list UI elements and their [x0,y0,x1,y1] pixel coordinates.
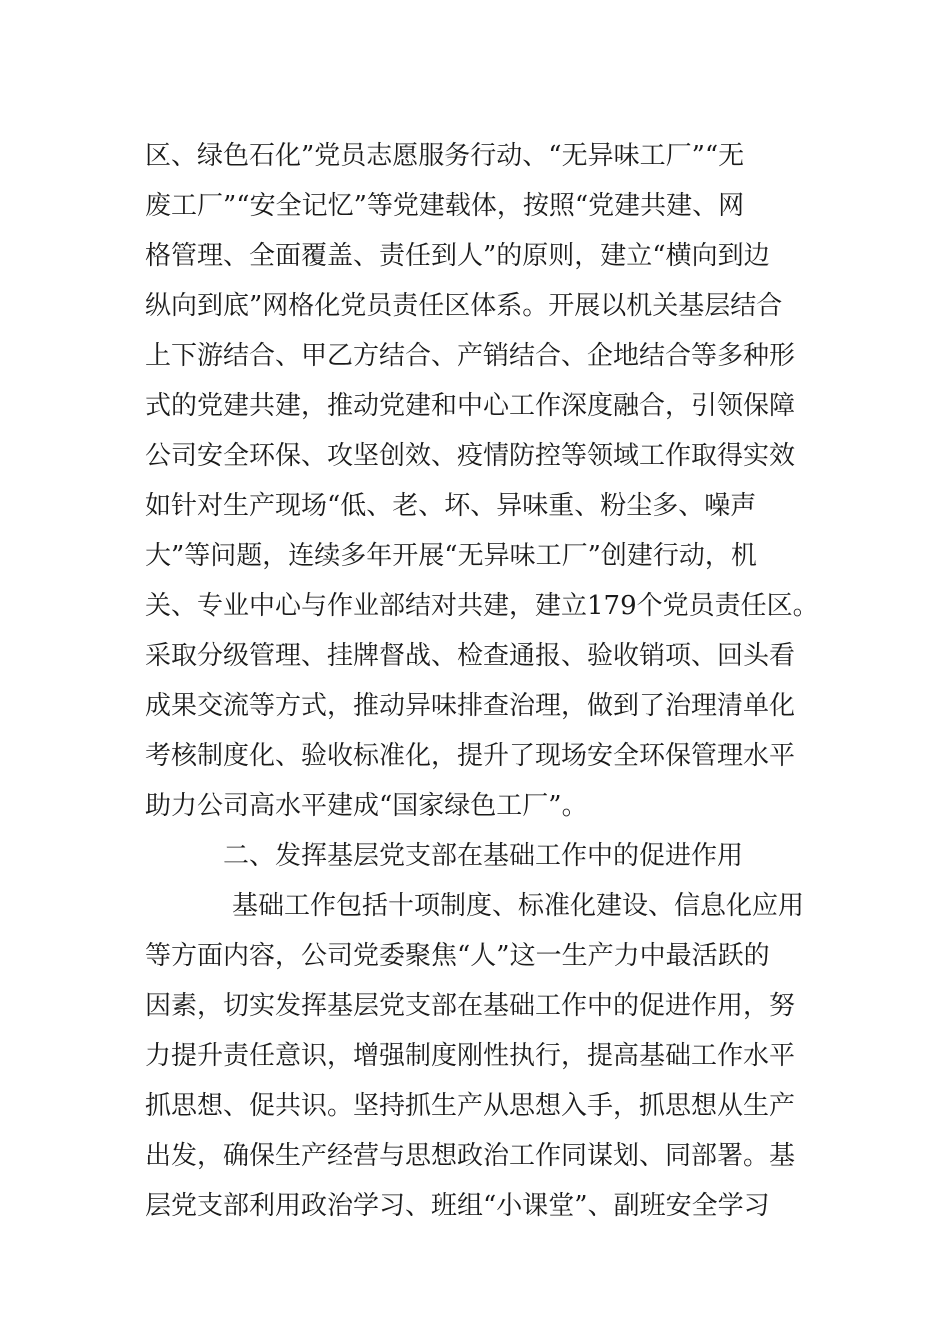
text-line: 上下游结合、甲乙方结合、产销结合、企地结合等多种形 [145,341,796,371]
text-line: 如针对生产现场“低、老、坏、异味重、粉尘多、噪声 [145,491,757,521]
text-line: 纵向到底”网格化党员责任区体系。开展以机关基层结合 [145,291,783,321]
text-line: 大”等问题，连续多年开展“无异味工厂”创建行动，机 [145,541,757,571]
text-line: 区、绿色石化”党员志愿服务行动、“无异味工厂”“无 [145,141,745,171]
text-line: 基础工作包括十项制度、标准化建设、信息化应用 [232,891,805,921]
text-line: 公司安全环保、攻坚创效、疫情防控等领域工作取得实效 [145,441,796,471]
text-line: 出发，确保生产经营与思想政治工作同谋划、同部署。基 [145,1141,796,1171]
text-line: 考核制度化、验收标准化，提升了现场安全环保管理水平 [145,741,796,771]
text-line: 力提升责任意识，增强制度刚性执行，提高基础工作水平 [145,1041,796,1071]
text-line: 等方面内容，公司党委聚焦“人”这一生产力中最活跃的 [145,941,770,971]
text-line: 抓思想、促共识。坚持抓生产从思想入手，抓思想从生产 [145,1091,796,1121]
text-line: 格管理、全面覆盖、责任到人”的原则，建立“横向到边 [145,241,770,271]
text-line: 层党支部利用政治学习、班组“小课堂”、副班安全学习 [145,1191,770,1221]
text-line: 成果交流等方式，推动异味排查治理，做到了治理清单化 [145,691,796,721]
text-line: 废工厂”“安全记忆”等党建载体，按照“党建共建、网 [145,191,745,221]
text-line: 关、专业中心与作业部结对共建，建立179个党员责任区。 [145,591,819,621]
section-heading: 二、发挥基层党支部在基础工作中的促进作用 [223,841,744,871]
text-line: 采取分级管理、挂牌督战、检查通报、验收销项、回头看 [145,641,796,671]
text-line: 式的党建共建，推动党建和中心工作深度融合，引领保障 [145,391,796,421]
text-line: 因素，切实发挥基层党支部在基础工作中的促进作用，努 [145,991,796,1021]
text-line: 助力公司高水平建成“国家绿色工厂”。 [145,791,588,821]
